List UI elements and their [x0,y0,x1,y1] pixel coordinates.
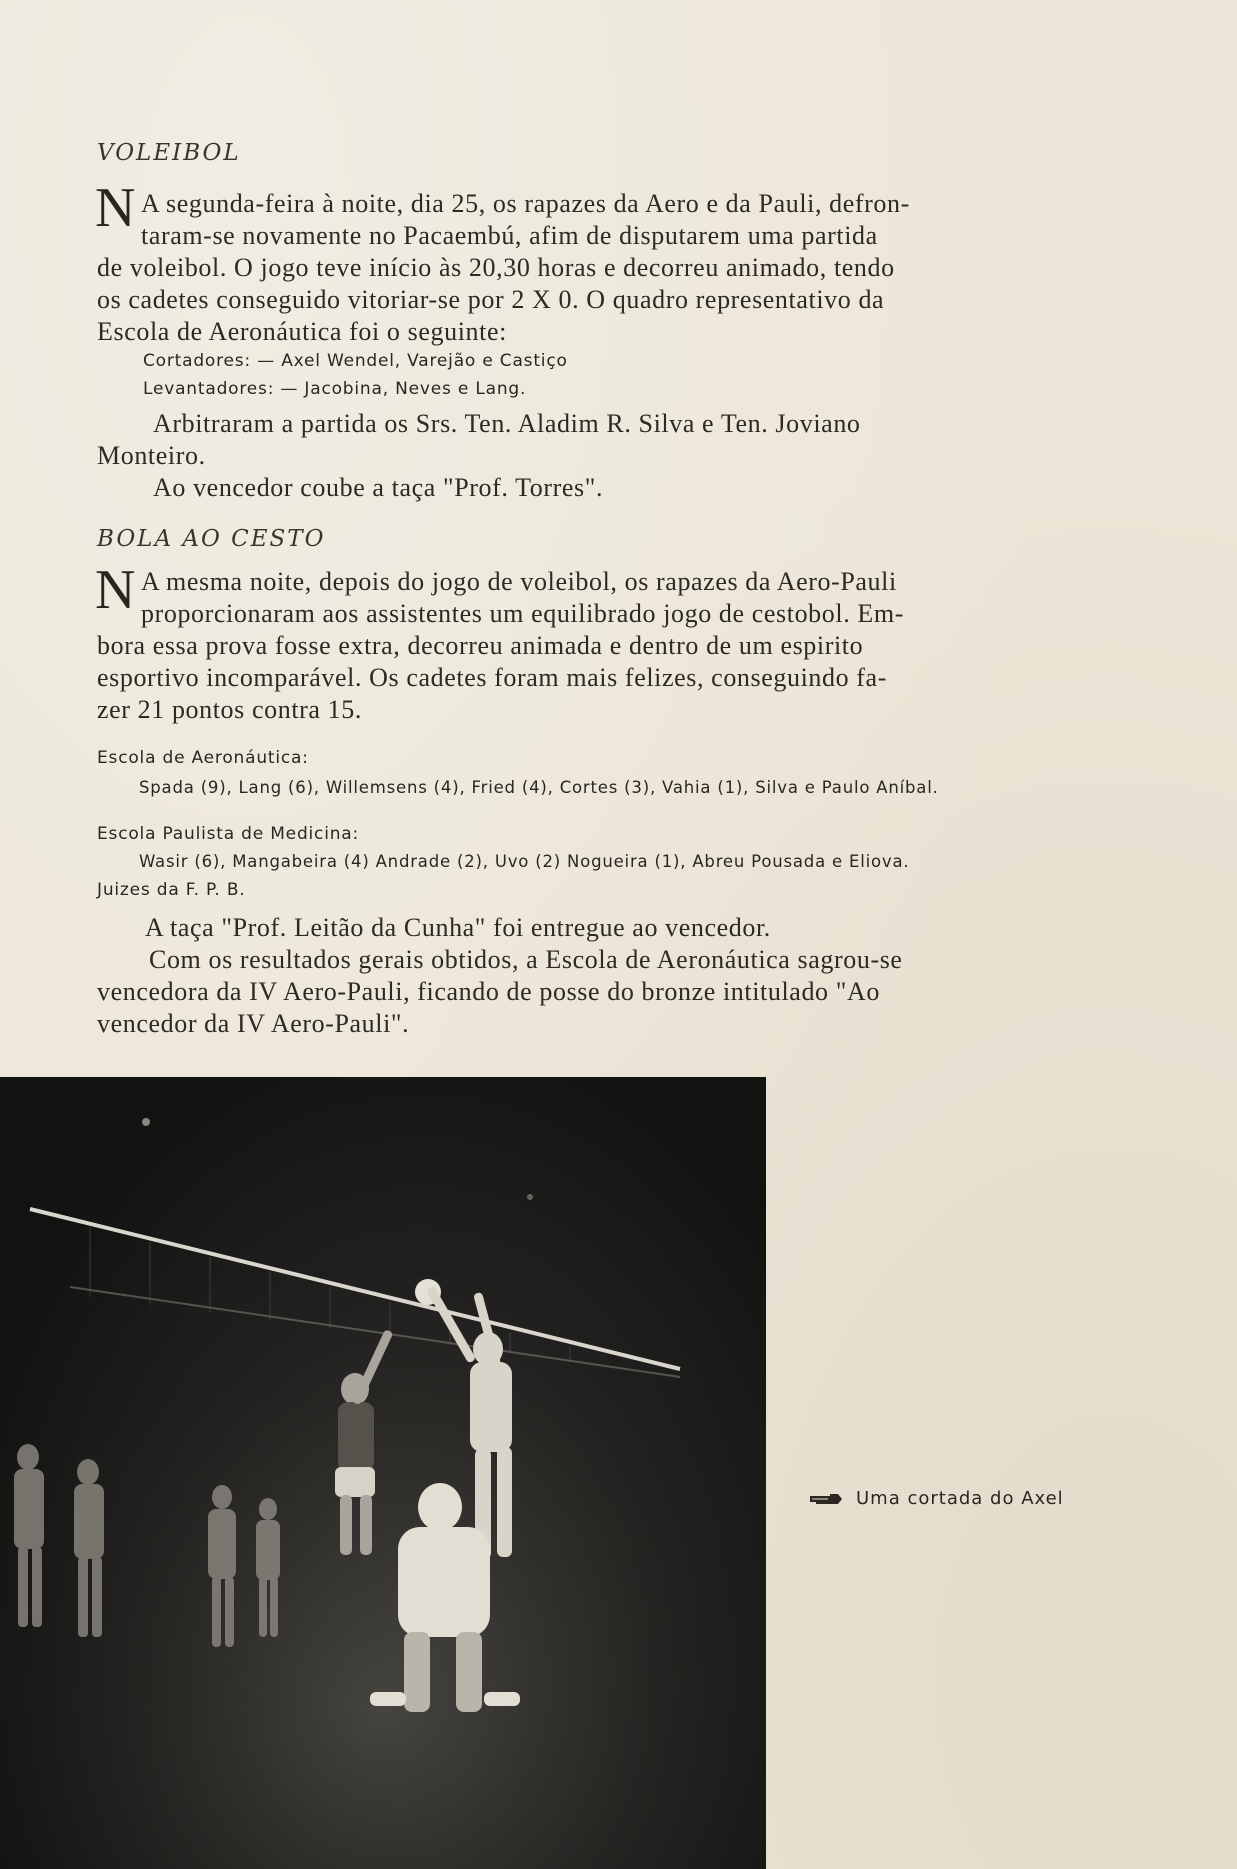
voleibol-line-1: A segunda-feira à noite, dia 25, os rapazes da Aero e da Pauli, defron- [141,189,910,218]
dropcap-voleibol: N [95,177,136,239]
bola-line-2: proporcionaram aos assistentes um equilibrado jogo de cestobol. Em- [141,599,904,628]
arbitros-line-2: Monteiro. [97,441,206,470]
arbitros-paragraph [97,408,1127,472]
escola-paulista-players: Wasir (6), Mangabeira (4) Andrade (2), Uvo (2) Nogueira (1), Abreu Pousada e Eliova. [139,852,910,871]
bola-line-4: esportivo incomparável. Os cadetes foram mais felizes, conseguindo fa- [97,663,887,692]
section-title-voleibol: VOLEIBOL [97,140,241,166]
voleibol-line-4: os cadetes conseguido vitoriar-se por 2 X 0. O quadro representativo da [97,285,885,314]
escola-aeronautica-label: Escola de Aeronáutica: [97,748,309,768]
voleibol-line-2: taram-se novamente no Pacaembú, afim de disputarem uma partida [141,221,878,250]
resultado-line-1: Com os resultados gerais obtidos, a Escola de Aeronáutica sagrou-se [149,945,903,974]
voleibol-line-3: de voleibol. O jogo teve início às 20,30 horas e decorreu animado, tendo [97,253,895,282]
photo-caption-text: Uma cortada do Axel [856,1488,1064,1509]
resultado-paragraph [97,944,1127,1040]
resultado-line-3: vencedor da IV Aero-Pauli". [97,1009,410,1038]
volleyball-photo [0,1077,766,1869]
bola-paragraph [97,566,1127,726]
taca-torres [153,472,603,504]
arbitros-line-1: Arbitraram a partida os Srs. Ten. Aladim R. Silva e Ten. Joviano [153,409,861,438]
section-title-bola-ao-cesto: BOLA AO CESTO [97,526,326,552]
photo-caption [808,1488,1064,1509]
photo-illustration [0,1077,766,1869]
bola-line-1: A mesma noite, depois do jogo de voleibol, os rapazes da Aero-Pauli [141,567,897,596]
resultado-line-2: vencedora da IV Aero-Pauli, ficando de posse do bronze intitulado "Ao [97,977,880,1006]
escola-paulista-label: Escola Paulista de Medicina: [97,824,360,844]
escola-aeronautica-players: Spada (9), Lang (6), Willemsens (4), Fried (4), Cortes (3), Vahia (1), Silva e Paulo Aníbal. [139,778,939,797]
voleibol-paragraph [97,188,1127,348]
juizes: Juizes da F. P. B. [97,880,246,900]
taca-torres-text: Ao vencedor coube a taça "Prof. Torres". [153,473,604,502]
voleibol-line-5: Escola de Aeronáutica foi o seguinte: [97,317,507,346]
taca-leitao-text: A taça "Prof. Leitão da Cunha" foi entregue ao vencedor. [145,913,771,942]
roster-cortadores: Cortadores: — Axel Wendel, Varejão e Castiço [143,351,568,371]
dropcap-bola-ao-cesto: N [95,559,136,621]
bola-line-5: zer 21 pontos contra 15. [97,695,362,724]
bola-line-3: bora essa prova fosse extra, decorreu animada e dentro de um espirito [97,631,864,660]
roster-levantadores: Levantadores: — Jacobina, Neves e Lang. [143,379,527,399]
pointing-hand-icon [808,1492,844,1506]
taca-leitao [145,912,771,944]
